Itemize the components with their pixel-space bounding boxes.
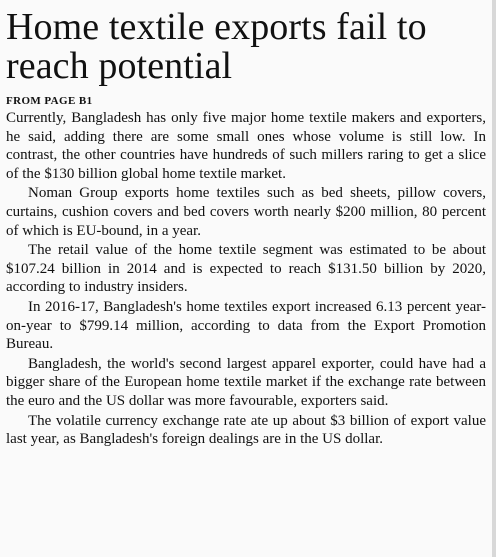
paragraph: Currently, Bangladesh has only five major home textile makers and exporters, he said, adding there are some small ones whose volume is still low. In contrast, the other countries have hundreds of such millers raring to get a slice of the $130 billion global home textile market. (6, 110, 486, 182)
clipping-edge (492, 0, 496, 557)
paragraph: The volatile currency exchange rate ate up about $3 billion of export value last year, as Bangladesh's foreign dealings are in the US dollar. (6, 412, 486, 448)
newspaper-clipping (6, 0, 486, 557)
headline: Home textile exports fail to reach potential (6, 6, 427, 87)
article-body (6, 109, 486, 449)
continuation-label: FROM PAGE B1 (6, 95, 93, 107)
paragraph: The retail value of the home textile segment was estimated to be about $107.24 billion in 2014 and is expected to reach $131.50 billion by 2020, according to industry insiders. (6, 242, 486, 296)
paragraph: In 2016-17, Bangladesh's home textiles export increased 6.13 percent year-on-year to $799.14 million, according to data from the Export Promotion Bureau. (6, 298, 486, 353)
paragraph: Bangladesh, the world's second largest apparel exporter, could have had a bigger share of the European home textile market if the exchange rate between the euro and the US dollar was more favourable, exporters said. (6, 355, 486, 409)
paragraph: Noman Group exports home textiles such as bed sheets, pillow covers, curtains, cushion covers and bed covers worth nearly $200 million, 80 percent of which is EU-bound, in a year. (6, 185, 486, 239)
